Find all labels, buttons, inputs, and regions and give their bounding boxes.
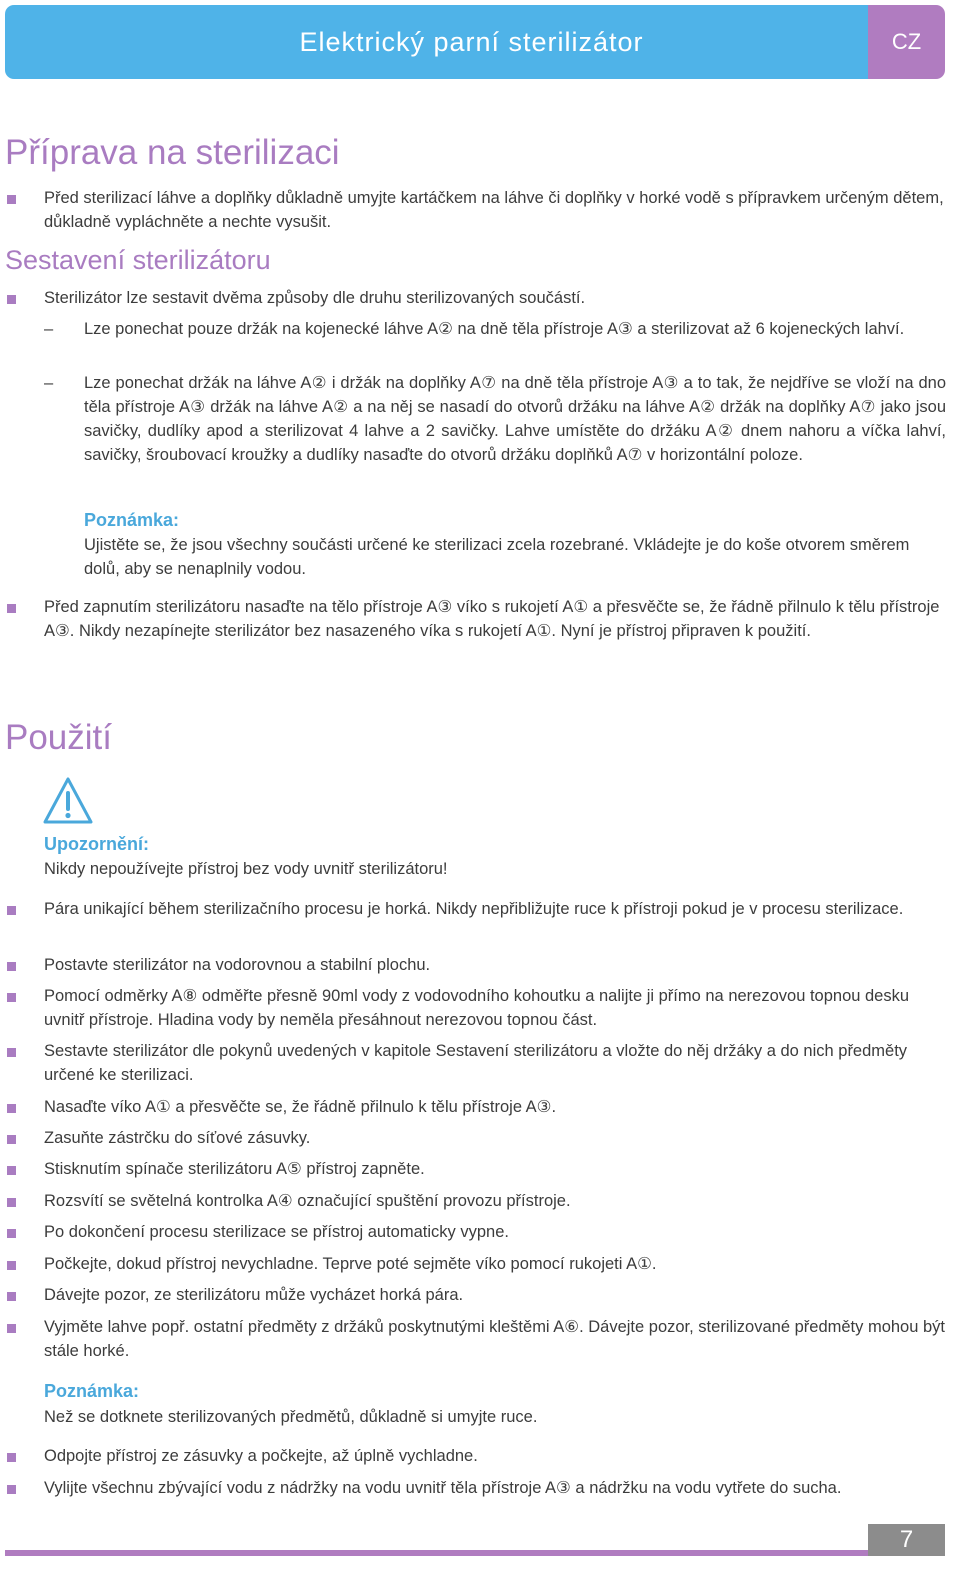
list-item: Zasuňte zástrčku do síťové zásuvky. — [44, 1126, 946, 1150]
note-text: Než se dotknete sterilizovaných předmětů, důkladně si umyjte ruce. — [44, 1408, 538, 1426]
note-label: Poznámka: — [44, 1381, 140, 1401]
list-item: Počkejte, dokud přístroj nevychladne. Teprve poté sejměte víko pomocí rukojeti A①. — [44, 1252, 946, 1276]
warning-icon — [42, 775, 94, 827]
list-item: Rozsvítí se světelná kontrolka A④ označující spuštění provozu přístroje. — [44, 1189, 946, 1213]
warning-label: Upozornění: — [44, 834, 149, 854]
language-badge: CZ — [868, 5, 945, 79]
list-item: Sestavte sterilizátor dle pokynů uvedených v kapitole Sestavení sterilizátoru a vložte do něj držáky a do nich předměty určené ke sterilizaci. — [44, 1039, 946, 1087]
list-item: Vyjměte lahve popř. ostatní předměty z držáků poskytnutými kleštěmi A⑥. Dávejte pozor, sterilizované předměty mohou být stále horké. — [44, 1315, 946, 1363]
footer-bar — [5, 1550, 945, 1556]
page-header — [5, 5, 945, 79]
list-item: Stisknutím spínače sterilizátoru A⑤ přístroj zapněte. — [44, 1157, 946, 1181]
section-title-usage: Použití — [5, 718, 112, 757]
list-item: Pára unikající během sterilizačního procesu je horká. Nikdy nepřibližujte ruce k přístroji pokud je v procesu sterilizace. — [44, 897, 946, 921]
section-title-assembly: Sestavení sterilizátoru — [5, 245, 271, 275]
dash-item: – Lze ponechat pouze držák na kojenecké láhve A② na dně těla přístroje A③ a sterilizovat až 6 kojeneckých lahví. — [84, 317, 946, 341]
list-item: Nasaďte víko A① a přesvěčte se, že řádně přilnulo k tělu přístroje A③. — [44, 1095, 946, 1119]
header-title: Elektrický parní sterilizátor — [5, 5, 868, 79]
list-item: Pomocí odměrky A⑧ odměřte přesně 90ml vody z vodovodního kohoutku a nalijte ji přímo na nerezovou topnou desku uvnitř přístroje. Hladina vody by neměla přesáhnout nerezovou topnou část. — [44, 984, 946, 1032]
page-number: 7 — [868, 1524, 945, 1556]
list-item: Před sterilizací láhve a doplňky důkladně umyjte kartáčkem na láhve či doplňky v horké vodě s přípravkem určeným dětem, důkladně vypláchněte a nechte vysušit. — [44, 186, 946, 234]
list-item: Po dokončení procesu sterilizace se přístroj automaticky vypne. — [44, 1220, 946, 1244]
list-item: Před zapnutím sterilizátoru nasaďte na tělo přístroje A③ víko s rukojetí A① a přesvěčte se, že řádně přilnulo k tělu přístroje A③. Nikdy nezapínejte sterilizátor bez nasazeného víka s rukojetí A①. Nyní je přístroj připraven k použití. — [44, 595, 946, 643]
list-item: Dávejte pozor, ze sterilizátoru může vycházet horká pára. — [44, 1283, 946, 1307]
dash-item: – Lze ponechat držák na láhve A② i držák na doplňky A⑦ na dně těla přístroje A③ a to tak, že nejdříve se vloží na dno těla přístroje A③ držák na láhve A② a na něj se nasadí do otvorů držáku na láhve A② držák na doplňky A⑦ jako jsou savičky, dudlíky apod a sterilizovat 4 lahve a 2 savičky. Lahve umístěte do držáku A② dnem nahoru a víčka lahví, savičky, šroubovací kroužky a dudlíky nasaďte do otvorů držáku doplňků A⑦ v horizontální poloze. — [84, 371, 946, 467]
list-item: Odpojte přístroj ze zásuvky a počkejte, až úplně vychladne. — [44, 1444, 946, 1468]
list-item: Postavte sterilizátor na vodorovnou a stabilní plochu. — [44, 953, 946, 977]
warning-text: Nikdy nepoužívejte přístroj bez vody uvnitř sterilizátoru! — [44, 860, 448, 878]
note-label: Poznámka: — [84, 510, 180, 530]
list-item: Sterilizátor lze sestavit dvěma způsoby dle druhu sterilizovaných součástí. — [44, 286, 946, 310]
note-text: Ujistěte se, že jsou všechny součásti určené ke sterilizaci zcela rozebrané. Vkládejte je do koše otvorem směrem dolů, aby se nenaplnily vodou. — [84, 536, 910, 578]
section-title-preparation: Příprava na sterilizaci — [5, 133, 340, 172]
list-item: Vylijte všechnu zbývající vodu z nádržky na vodu uvnitř těla přístroje A③ a nádržku na vodu vytřete do sucha. — [44, 1476, 946, 1500]
